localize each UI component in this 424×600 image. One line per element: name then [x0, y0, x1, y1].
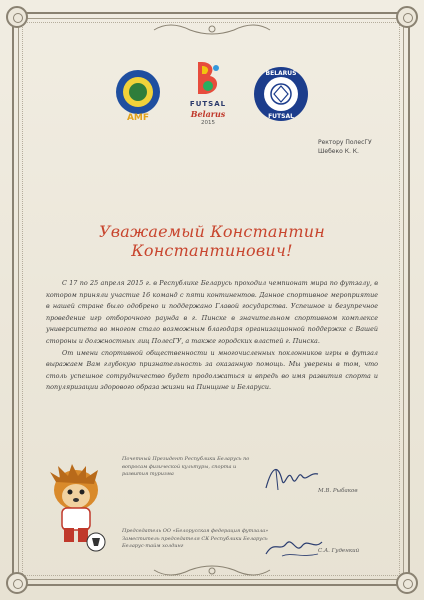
corner-ornament — [6, 6, 28, 28]
recipient-line-2: Шебеко К. К. — [318, 148, 359, 155]
recipient-block — [318, 138, 402, 156]
bottom-ornament — [150, 562, 274, 580]
second-signer-name: С.А. Гуденкий — [318, 548, 360, 554]
amf-logo — [112, 68, 164, 124]
recipient-line-1: Ректору ПолесГУ — [318, 139, 372, 146]
first-signer-title: Почетный Президент Республики Беларусь по вопросам физической культуры, спорта и развития туризма — [122, 456, 250, 477]
hedgehog-mascot-icon — [42, 462, 112, 554]
futsal-word: FUTSAL — [189, 100, 227, 108]
first-signature — [262, 460, 322, 494]
first-signer-name: М.В. Рыбаков — [318, 488, 358, 494]
badge-ring-top: BELARUS — [265, 70, 297, 77]
second-signer-title: Председатель ОО «Белорусская федерация футзала» Заместитель председателя СК Республики Беларусь Беларус-тайм холдинг — [122, 528, 269, 549]
belarus-futsal-badge — [252, 64, 310, 124]
salutation-title: Уважаемый Константин Константинович! — [98, 222, 326, 260]
body-paragraph-1: С 17 по 25 апреля 2015 г. в Республике Беларусь проходил чемпионат мира по футзалу, в котором приняли участие 16 команд с пяти континентов. Данное спортивное мероприятие в нашей стране было одобрено и поддержано Главой государства. Успешное и безупречное проведение игр отборочного раунда в г. Пинске в значительном спортивном комплексе университета во многом стало возможным благодаря организационной поддержке с Вашей стороны и должностных лиц ПолесГУ, а также городских властей г. Пинска. — [46, 279, 378, 345]
futsal-belarus-logo — [180, 58, 236, 134]
second-signature — [262, 532, 326, 562]
futsal-country: Belarus — [190, 109, 226, 119]
top-ornament — [150, 20, 274, 38]
corner-ornament — [396, 6, 418, 28]
corner-ornament — [396, 572, 418, 594]
futsal-emblem-icon — [180, 58, 236, 100]
amf-logo-label: AMF — [126, 113, 150, 123]
letter-body — [46, 278, 378, 394]
badge-ring-bottom: FUTSAL — [268, 113, 294, 120]
corner-ornament — [6, 572, 28, 594]
futsal-year: 2015 — [201, 120, 215, 126]
body-paragraph-2: От имени спортивной общественности и многочисленных поклонников игры в футзал выражаем Вам глубокую признательность за оказанную помощь. Мы уверены в том, что столь успешное сотрудничество будет продолжаться и впредь во имя развития спорта и популяризации здорового образа жизни на Пинщине и Беларуси. — [46, 348, 378, 392]
